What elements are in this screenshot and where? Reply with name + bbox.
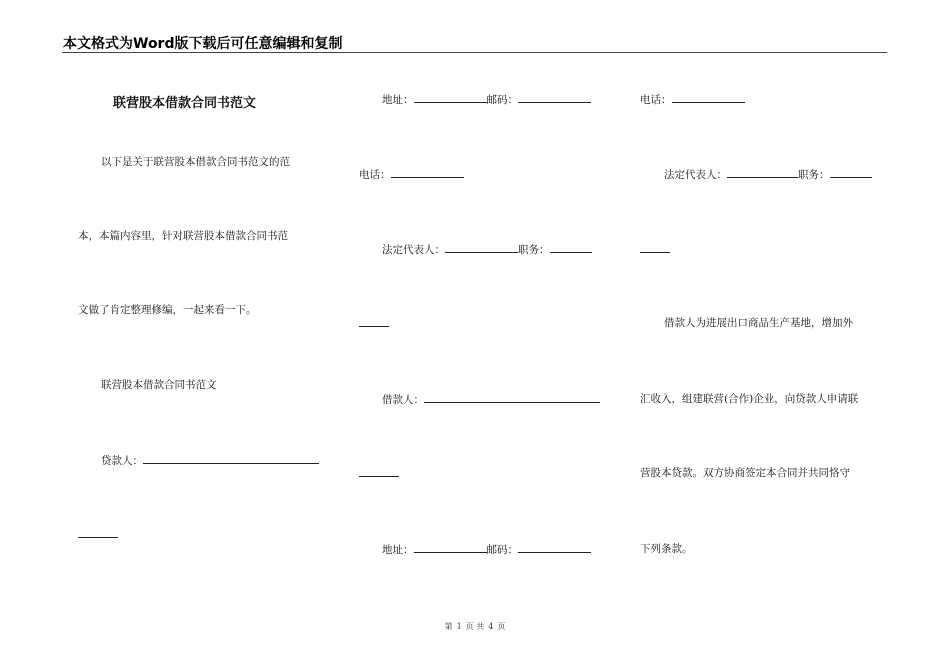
lender-postcode-blank [518,92,591,103]
borrower-position-blank-line [640,242,670,253]
body-line-1: 借款人为进展出口商品生产基地，增加外 [664,317,853,329]
lender-position-label: 职务： [518,244,550,256]
borrower-label: 借款人： [382,394,424,406]
lender-blank-continued [78,527,118,542]
lender-phone-label: 电话： [359,169,391,181]
lender-blank-line [78,527,118,538]
borrower-phone-row [640,92,745,107]
borrower-position-label: 职务： [798,169,830,181]
document-header-banner: 本文格式为Word版下载后可任意编辑和复制 [63,36,343,52]
section-subtitle: 联营股本借款合同书范文 [101,379,217,391]
lender-position-continued [359,316,389,331]
borrower-legal-rep-label: 法定代表人： [664,169,727,181]
page-footer [0,621,950,632]
borrower-position-continued [640,242,670,257]
lender-position-blank-line [359,316,389,327]
document-title: 联营股本借款合同书范文 [113,96,257,111]
borrower-legal-rep-blank [727,167,798,178]
borrower-position-blank [830,167,872,178]
lender-postcode-label: 邮码： [486,94,518,106]
borrower-postcode-label: 邮码： [486,544,518,556]
lender-label: 贷款人： [101,455,143,467]
borrower-blank-continued [359,466,399,481]
footer-page-number: 1 [456,622,462,631]
lender-field [101,453,319,468]
lender-blank [143,453,319,464]
intro-line-1: 以下是关于联营股本借款合同书范文的范 [101,156,290,168]
borrower-address-row [382,542,591,557]
intro-line-3: 文做了肯定整理修编，一起来看一下。 [78,304,257,316]
borrower-legal-rep-row [664,167,872,182]
footer-total-pages: 4 [488,622,494,631]
intro-line-2: 本，本篇内容里，针对联营股本借款合同书范 [78,230,288,242]
lender-legal-rep-blank [445,242,518,253]
lender-legal-rep-label: 法定代表人： [382,244,445,256]
lender-address-row [382,92,591,107]
footer-prefix: 第 [444,622,453,631]
lender-address-label: 地址： [382,94,414,106]
borrower-blank [424,392,600,403]
lender-legal-rep-row [382,242,592,257]
body-line-4: 下列条款。 [640,543,693,555]
borrower-address-label: 地址： [382,544,414,556]
header-divider [62,52,887,53]
body-line-2: 汇收入，组建联营(合作)企业，向贷款人申请联 [640,393,859,405]
lender-address-blank [414,92,487,103]
borrower-phone-label: 电话： [640,94,672,106]
borrower-phone-blank [672,92,745,103]
borrower-field [382,392,600,407]
borrower-address-blank [414,542,487,553]
borrower-postcode-blank [518,542,591,553]
lender-phone-blank [391,167,464,178]
footer-middle: 页 共 [465,622,485,631]
lender-position-blank [550,242,592,253]
body-line-3: 营股本贷款。双方协商签定本合同并共同恪守 [640,467,850,479]
footer-suffix: 页 [497,622,506,631]
borrower-blank-line [359,466,399,477]
lender-phone-row [359,167,464,182]
